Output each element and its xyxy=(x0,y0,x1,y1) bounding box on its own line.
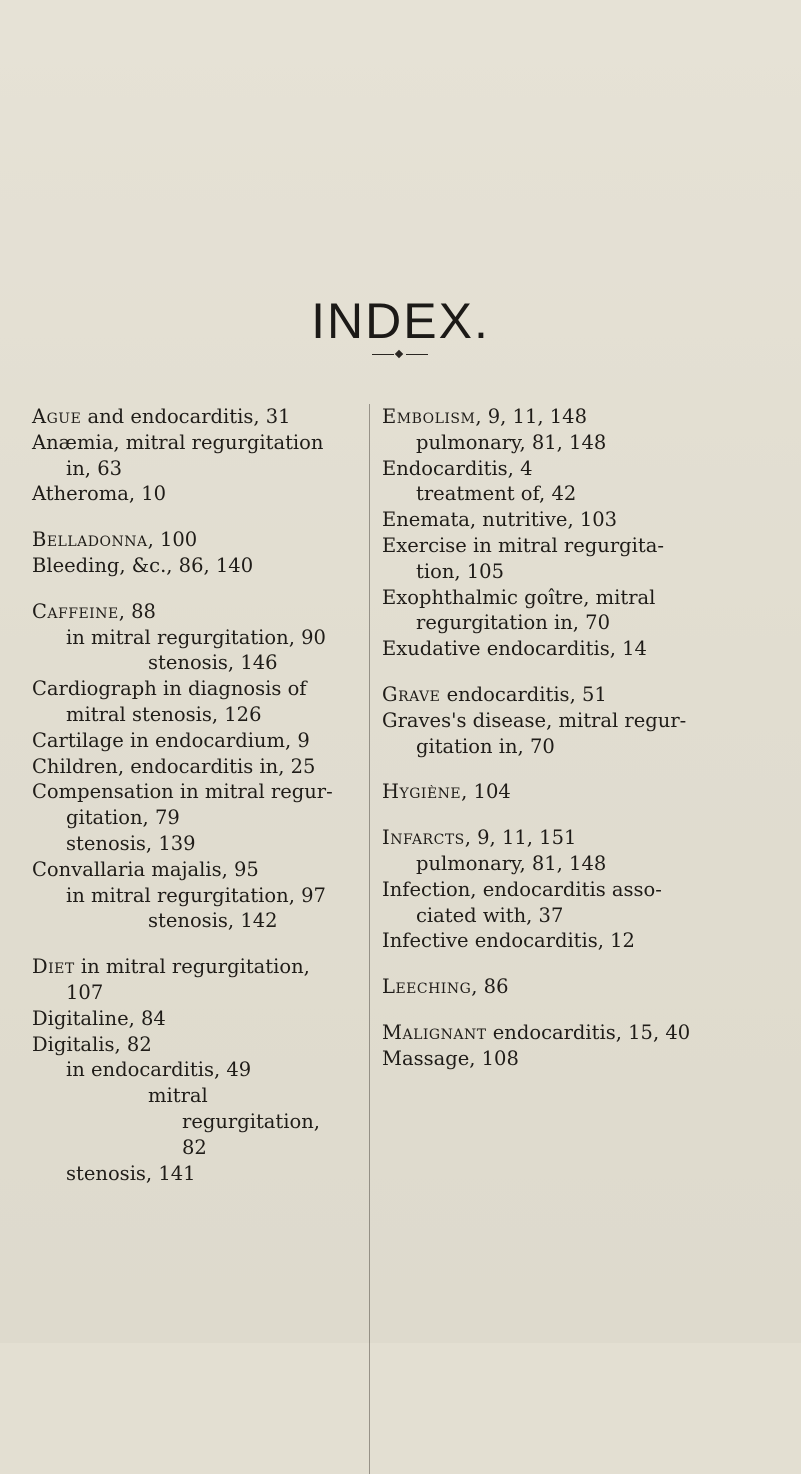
index-entry xyxy=(382,481,696,507)
index-entry-text: Endocarditis, 4 xyxy=(382,456,533,480)
index-entry-heading: Hygiène xyxy=(382,780,462,804)
index-entry-text: , 9, 11, 148 xyxy=(475,405,587,428)
index-entry xyxy=(32,527,350,553)
index-entry xyxy=(382,779,696,805)
index-entry xyxy=(382,1020,696,1046)
index-entry-text: Digitaline, 84 xyxy=(32,1006,166,1030)
index-entry xyxy=(382,682,696,708)
index-entry xyxy=(382,877,696,929)
index-entry-text: Digitalis, 82 xyxy=(32,1032,152,1056)
index-entry xyxy=(32,908,350,934)
ornament-line-left xyxy=(372,354,394,355)
index-entry-text: in endocarditis, 49 xyxy=(66,1058,252,1082)
index-entry-heading: Infarcts xyxy=(382,826,465,850)
index-entry-heading: Embolism xyxy=(382,405,476,428)
index-entry xyxy=(32,1006,350,1032)
index-entry-text: Infective endocarditis, 12 xyxy=(382,929,635,953)
index-entry xyxy=(382,404,696,430)
index-entry xyxy=(32,553,350,579)
index-entry-text: mitral regurgitation, 82 xyxy=(148,1084,327,1159)
index-entry xyxy=(32,430,350,482)
index-entry-text: Exophthalmic goître, mitral regurgitation in, 70 xyxy=(382,585,662,635)
index-entry-text: Convallaria majalis, 95 xyxy=(32,857,259,881)
index-entry xyxy=(382,974,696,1000)
index-entry-text: stenosis, 141 xyxy=(66,1161,196,1185)
index-entry-heading: Malignant xyxy=(382,1020,487,1044)
index-column-right xyxy=(382,404,696,1072)
index-entry-text: Children, endocarditis in, 25 xyxy=(32,754,316,778)
index-entry xyxy=(382,851,696,877)
index-entry-text: , 100 xyxy=(147,528,198,552)
index-entry-text: in mitral regurgitation, 107 xyxy=(66,955,317,1004)
index-entry-heading: Belladonna xyxy=(32,528,148,552)
index-entry xyxy=(382,825,696,851)
index-entry xyxy=(32,625,350,651)
index-entry xyxy=(32,883,350,909)
index-entry-text: Atheroma, 10 xyxy=(32,482,167,506)
index-entry xyxy=(32,404,350,430)
index-entry xyxy=(32,481,350,507)
index-entry xyxy=(382,533,696,585)
index-entry xyxy=(32,1161,350,1187)
index-entry-heading: Diet xyxy=(32,955,75,979)
index-entry xyxy=(32,1057,350,1083)
index-entry-text: Graves's disease, mitral regur- gitation in, 70 xyxy=(382,708,693,758)
index-entry xyxy=(32,954,350,1006)
index-entry-text: Massage, 108 xyxy=(382,1046,519,1070)
index-entry xyxy=(382,708,696,760)
index-entry-text: Cartilage in endocardium, 9 xyxy=(32,728,310,752)
index-entry-text: Infection, endocarditis asso- ciated with, 37 xyxy=(382,877,669,927)
index-entry-text: Exercise in mitral regurgita- tion, 105 xyxy=(382,533,671,583)
index-entry-text: stenosis, 142 xyxy=(148,909,278,933)
index-entry-heading: Leeching xyxy=(382,975,472,999)
index-entry-heading: Ague xyxy=(32,405,82,428)
index-entry xyxy=(32,676,350,728)
index-entry-text: Exudative endocarditis, 14 xyxy=(382,637,647,661)
index-entry xyxy=(382,585,696,637)
index-entry xyxy=(32,1032,350,1058)
index-entry-text: , 88 xyxy=(118,599,156,623)
ornament-diamond-icon xyxy=(395,350,403,358)
index-entry xyxy=(32,857,350,883)
ornament-line-right xyxy=(406,354,428,355)
index-entry-heading: Caffeine xyxy=(32,599,119,623)
index-entry xyxy=(382,928,696,954)
index-entry xyxy=(32,754,350,780)
index-entry-text: , 86 xyxy=(471,975,509,999)
index-entry-heading: Grave xyxy=(382,682,441,706)
index-entry-text: treatment of, 42 xyxy=(416,482,577,506)
column-divider xyxy=(369,404,370,1474)
index-entry xyxy=(32,779,350,831)
index-entry-text: Compensation in mitral regur- gitation, 79 xyxy=(32,780,339,830)
index-entry xyxy=(32,599,350,625)
index-entry-text: Anæmia, mitral regurgitation in, 63 xyxy=(32,430,330,480)
index-entry-text: endocarditis, 15, 40 xyxy=(486,1020,691,1044)
index-column-left xyxy=(32,404,350,1186)
index-entry-text: and endocarditis, 31 xyxy=(81,405,291,428)
index-entry-text: Cardiograph in diagnosis of mitral stenosis, 126 xyxy=(32,677,313,726)
index-entry-text: stenosis, 146 xyxy=(148,651,278,675)
page-title: INDEX. xyxy=(311,293,490,349)
index-entry xyxy=(32,650,350,676)
index-entry-text: endocarditis, 51 xyxy=(440,682,607,706)
index-entry-text: Enemata, nutritive, 103 xyxy=(382,508,618,532)
index-entry-text: , 9, 11, 151 xyxy=(464,826,577,850)
index-entry xyxy=(382,1046,696,1072)
index-entry xyxy=(382,456,696,482)
index-entry-text: Bleeding, &c., 86, 140 xyxy=(32,553,254,577)
index-entry-text: in mitral regurgitation, 97 xyxy=(66,883,326,907)
index-entry xyxy=(382,430,696,456)
index-entry-text: , 104 xyxy=(461,780,511,804)
title-ornament xyxy=(372,352,428,358)
index-entry-text: pulmonary, 81, 148 xyxy=(416,430,607,454)
index-entry-text: stenosis, 139 xyxy=(66,831,196,855)
index-entry-text: pulmonary, 81, 148 xyxy=(416,851,607,875)
index-entry xyxy=(32,1083,350,1160)
index-entry xyxy=(32,831,350,857)
index-entry xyxy=(32,728,350,754)
index-entry-text: in mitral regurgitation, 90 xyxy=(66,625,326,649)
index-entry xyxy=(382,507,696,533)
index-entry xyxy=(382,636,696,662)
